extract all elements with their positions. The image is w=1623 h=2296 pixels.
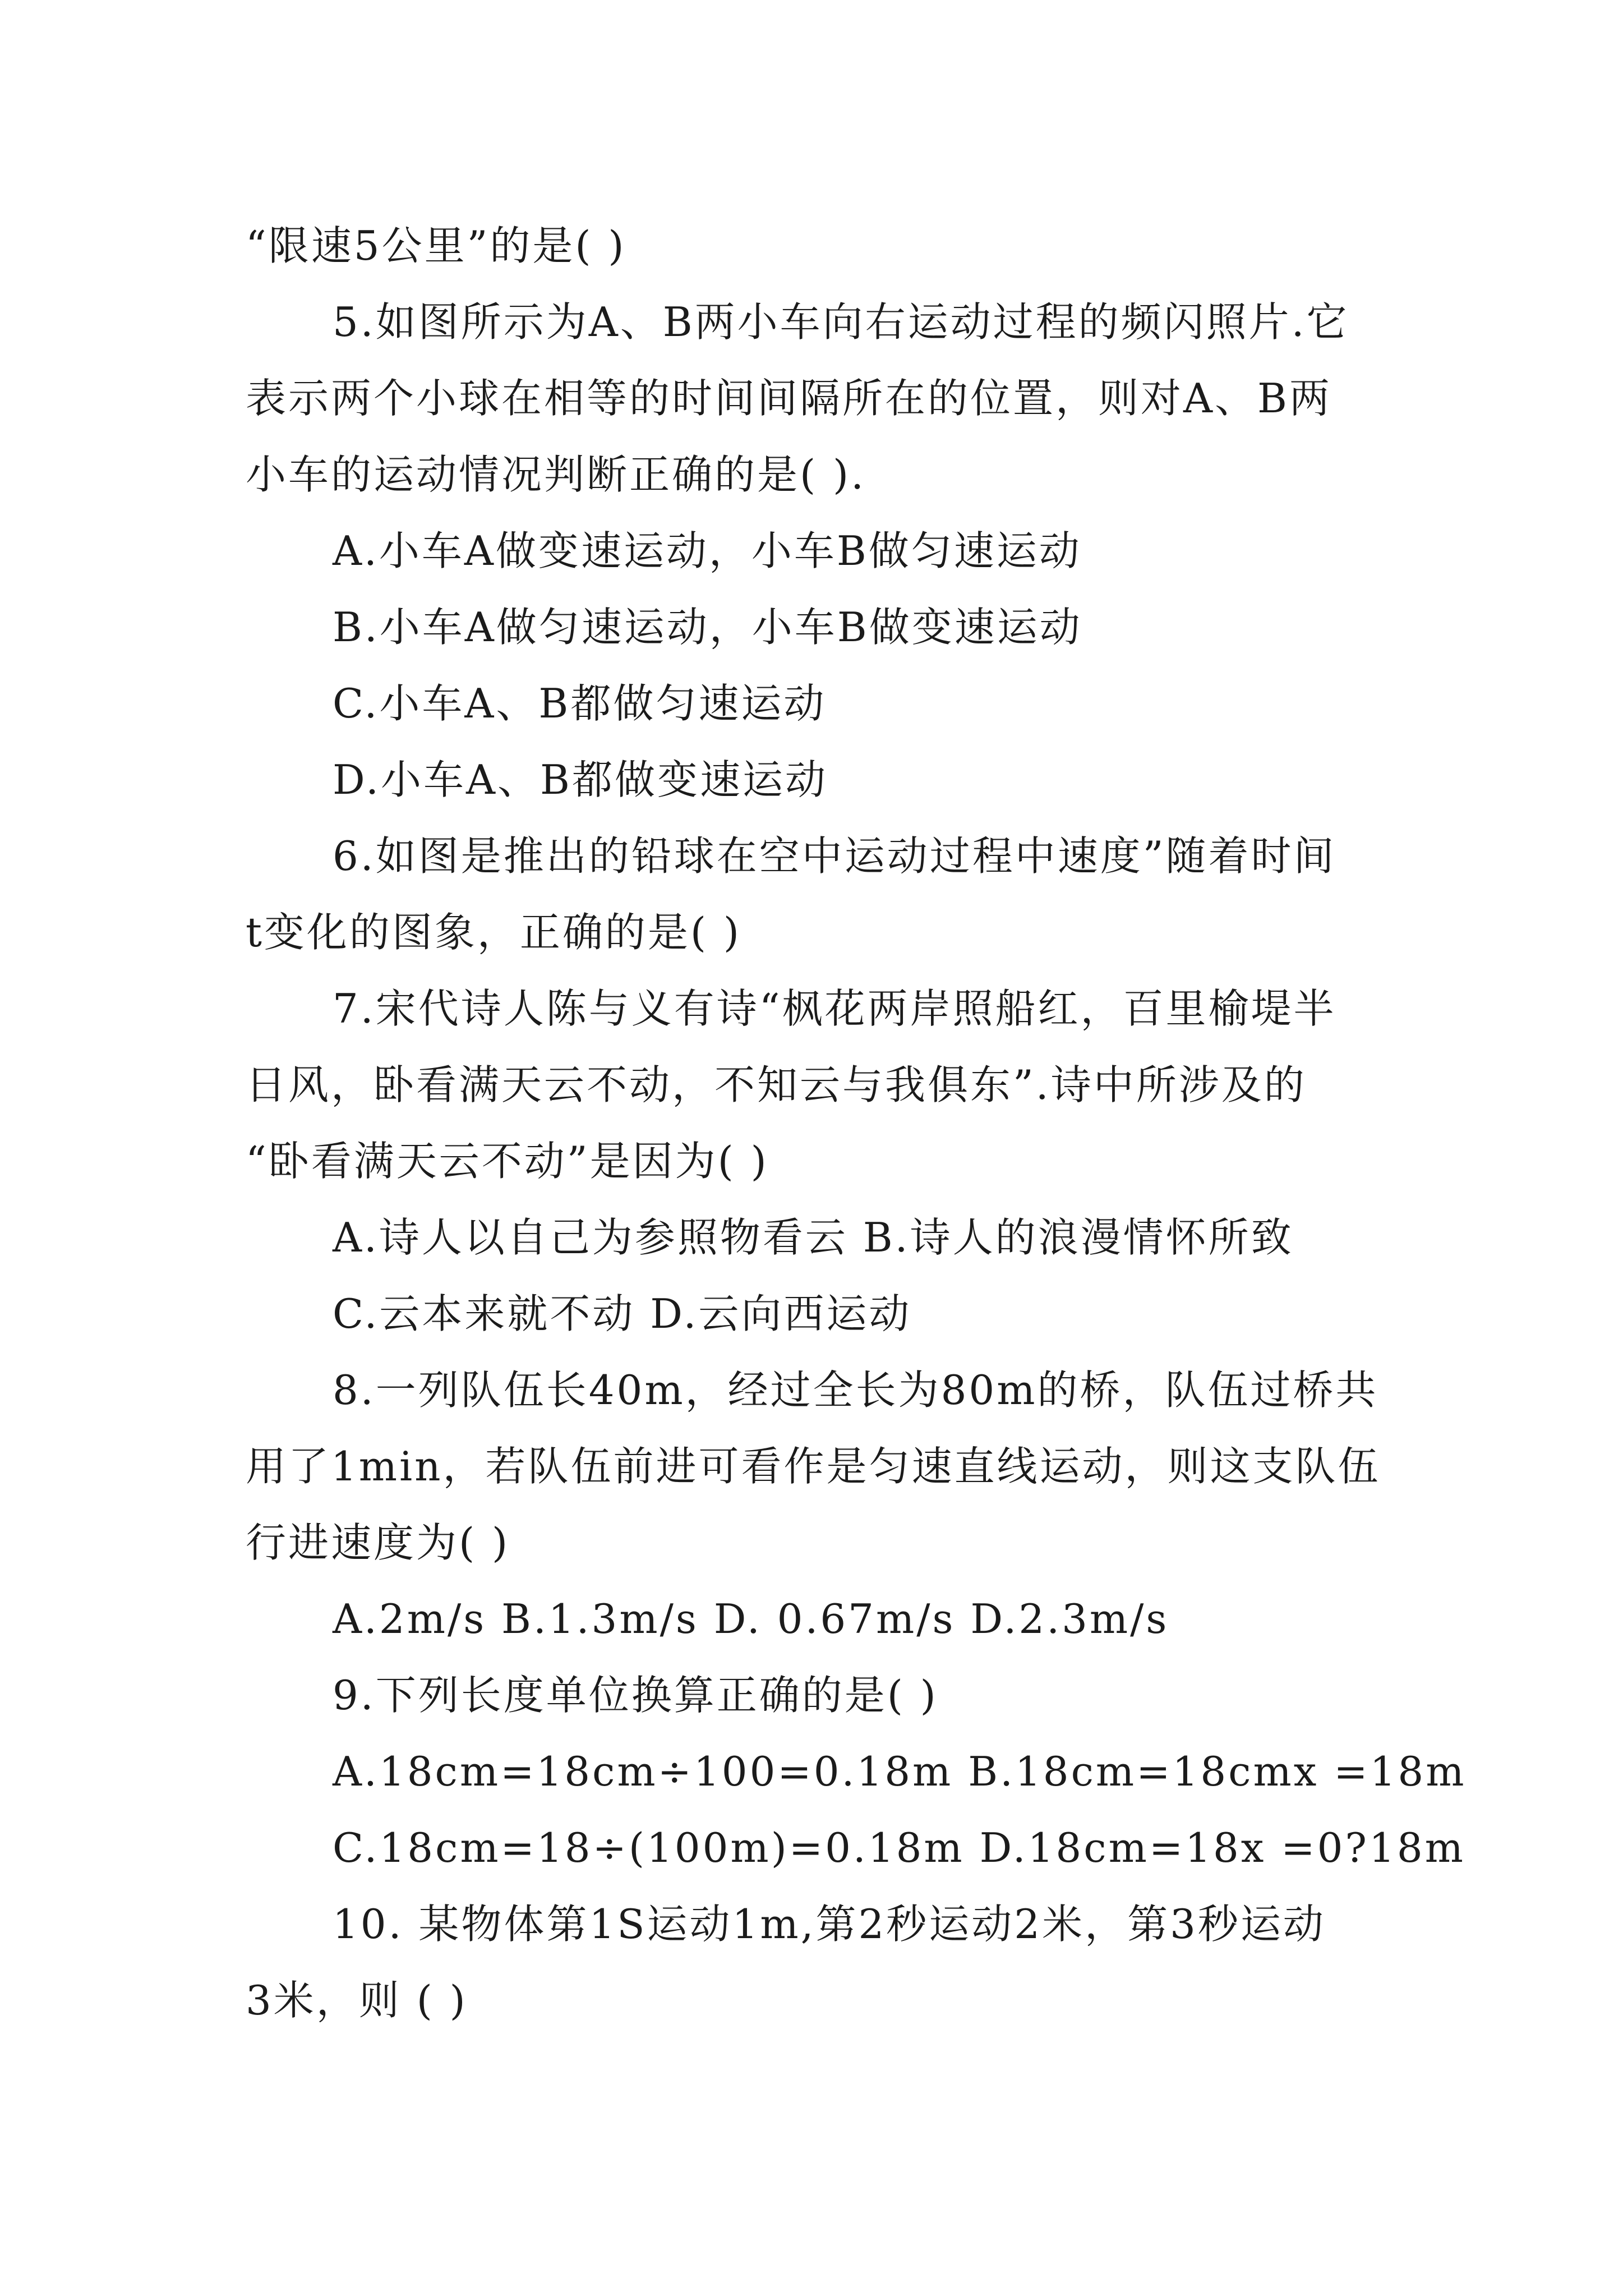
question-10-line-2: 3米，则 ( ) [246,1977,468,2024]
question-5-option-a: A.小车A做变速运动，小车B做匀速运动 [333,527,1082,574]
question-6-line-1: 6.如图是推出的铅球在空中运动过程中速度”随着时间 [333,832,1336,880]
question-8-options: A.2m/s B.1.3m/s D. 0.67m/s D.2.3m/s [333,1595,1169,1642]
question-5-line-3: 小车的运动情况判断正确的是( ). [246,451,866,498]
question-9-line-1: 9.下列长度单位换算正确的是( ) [333,1672,938,1719]
text-line-1: “限速5公里”的是( ) [246,222,626,269]
question-5-option-b: B.小车A做匀速运动，小车B做变速运动 [333,604,1082,651]
question-5-line-1: 5.如图所示为A、B两小车向右运动过程的频闪照片.它 [333,298,1349,346]
question-7-line-2: 日风，卧看满天云不动，不知云与我俱东”.诗中所涉及的 [246,1061,1307,1108]
question-6-line-2: t变化的图象，正确的是( ) [246,909,742,956]
question-8-line-2: 用了1min，若队伍前进可看作是匀速直线运动，则这支队伍 [246,1443,1381,1490]
question-7-line-3: “卧看满天云不动”是因为( ) [246,1138,769,1185]
question-7-line-1: 7.宋代诗人陈与义有诗“枫花两岸照船红，百里榆堤半 [333,985,1336,1032]
question-7-options-cd: C.云本来就不动 D.云向西运动 [333,1290,912,1337]
question-9-options-cd: C.18cm=18÷(100m)=0.18m D.18cm=18x =0?18m [333,1824,1465,1871]
question-10-line-1: 10. 某物体第1S运动1m,第2秒运动2米，第3秒运动 [333,1901,1326,1948]
document-body [246,208,1467,2039]
question-9-options-ab: A.18cm=18cm÷100=0.18m B.18cm=18cmx =18m [333,1748,1467,1795]
question-7-options-ab: A.诗人以自己为参照物看云 B.诗人的浪漫情怀所致 [333,1214,1294,1261]
question-5-option-c: C.小车A、B都做匀速运动 [333,680,827,727]
question-5-line-2: 表示两个小球在相等的时间间隔所在的位置，则对A、B两 [246,375,1332,422]
question-8-line-1: 8.一列队伍长40m，经过全长为80m的桥，队伍过桥共 [333,1366,1378,1414]
question-8-line-3: 行进速度为( ) [246,1519,510,1566]
question-5-option-d: D.小车A、B都做变速运动 [333,756,828,803]
